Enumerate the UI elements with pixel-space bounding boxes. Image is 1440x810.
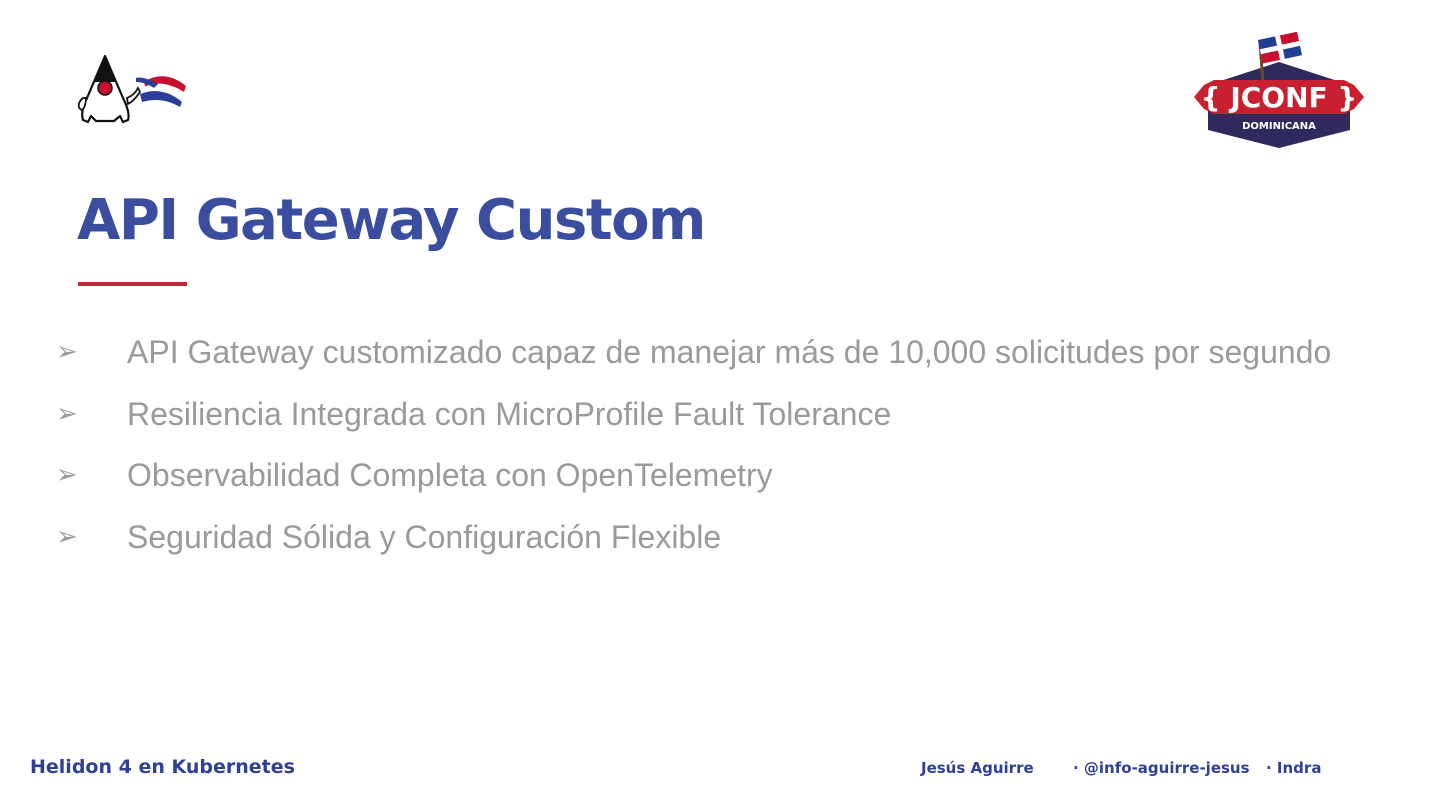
jconf-logo-subtext: DOMINICANA [1242, 121, 1316, 132]
bullet-text: API Gateway customizado capaz de manejar más de 10,000 solicitudes por segundo [127, 334, 1332, 370]
footer-social-handle: · @info-aguirre-jesus [1073, 759, 1250, 777]
jconf-dominicana-logo [1190, 30, 1368, 152]
bullet-text: Seguridad Sólida y Configuración Flexible [127, 518, 722, 555]
jconf-logo-text: { JCONF } [1200, 81, 1358, 114]
bullet-item [56, 507, 1386, 569]
bullet-item [56, 445, 1386, 507]
title-underline [78, 282, 187, 286]
bullet-text: Resiliencia Integrada con MicroProfile Fault Tolerance [127, 395, 892, 432]
slide-title: API Gateway Custom [77, 188, 705, 253]
footer-company: · Indra [1266, 759, 1322, 777]
arrow-bullet-icon: ➢ [56, 398, 78, 429]
arrow-bullet-icon: ➢ [56, 460, 78, 490]
bullet-item [56, 322, 1386, 384]
bullet-list [56, 322, 1386, 568]
bullet-text: Observabilidad Completa con OpenTelemetry [127, 457, 773, 493]
footer-talk-title: Helidon 4 en Kubernetes [30, 756, 295, 778]
arrow-bullet-icon: ➢ [56, 337, 78, 367]
duke-mascot-logo [74, 52, 190, 126]
arrow-bullet-icon: ➢ [56, 521, 78, 552]
bullet-item [56, 384, 1386, 446]
footer-speaker-name: Jesús Aguirre [921, 759, 1034, 777]
